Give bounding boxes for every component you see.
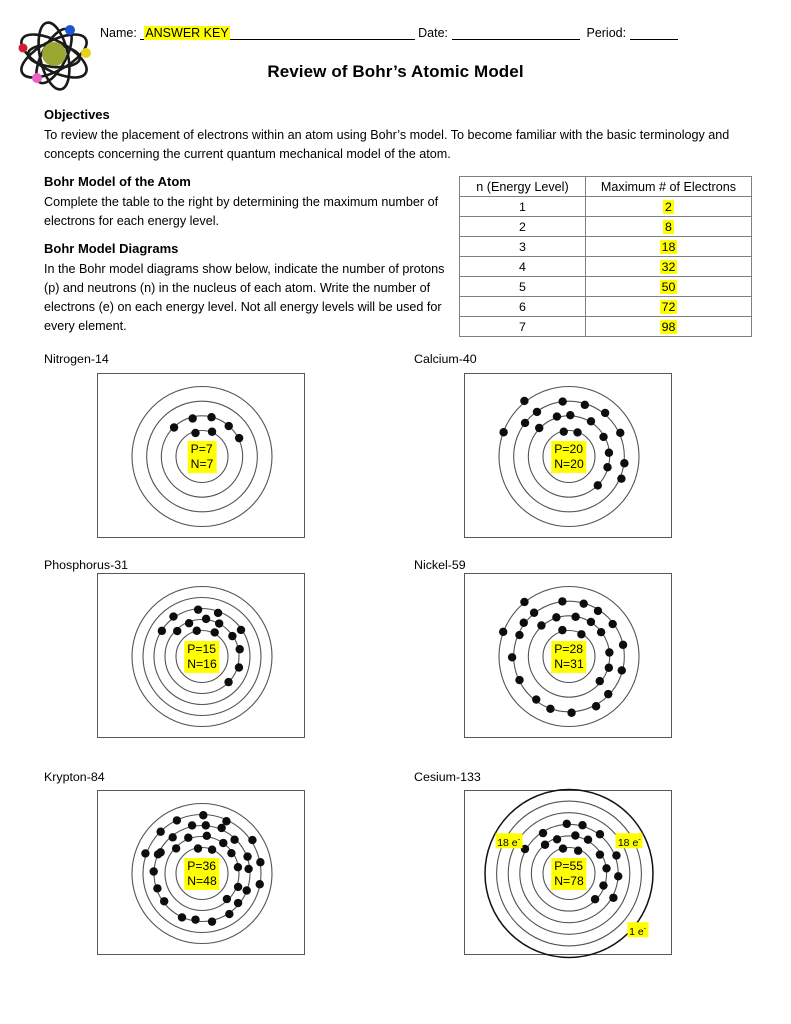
electron-dot	[237, 626, 245, 634]
electron-dot	[191, 915, 199, 923]
electron-dot	[596, 850, 604, 858]
bohr-diagrams-text: In the Bohr model diagrams show below, indicate the number of protons (p) and neutrons (n) in the nucleus of each atom. Write the number of electrons (e) on each energy level. Not all energy levels will be used for every element.	[44, 262, 445, 333]
diagram-label: Krypton-84	[44, 770, 105, 784]
electron-dot	[612, 851, 620, 859]
date-field[interactable]	[452, 26, 580, 40]
electron-dot	[499, 428, 507, 436]
bohr-diagram-phosphorus-31	[97, 573, 305, 738]
electron-dot	[599, 433, 607, 441]
column-header-max: Maximum # of Electrons	[585, 177, 751, 197]
electron-dot	[225, 910, 233, 918]
table-row	[460, 257, 752, 277]
table-row	[460, 277, 752, 297]
electron-dot	[535, 424, 543, 432]
electron-dot	[563, 820, 571, 828]
electron-dot	[601, 409, 609, 417]
diagram-label: Calcium-40	[414, 352, 477, 366]
shell-electron-tag[interactable]	[627, 922, 648, 938]
page-title: Review of Bohr’s Atomic Model	[267, 62, 524, 81]
electron-dot	[591, 895, 599, 903]
electron-dot	[243, 852, 251, 860]
electron-dot	[193, 627, 201, 635]
bohr-diagram-nickel-59	[464, 573, 672, 738]
electron-dot	[235, 434, 243, 442]
electron-dot	[173, 627, 181, 635]
electron-dot	[244, 865, 252, 873]
electron-dot	[236, 645, 244, 653]
electron-dot	[208, 917, 216, 925]
electron-dot	[530, 609, 538, 617]
period-label: Period:	[586, 26, 627, 40]
proton-count: P=7	[190, 441, 213, 456]
electron-dot	[256, 880, 264, 888]
neutron-count: N=31	[554, 656, 584, 671]
neutron-count: N=20	[554, 456, 584, 471]
electron-dot	[178, 913, 186, 921]
max-electrons-answer: 50	[661, 279, 676, 294]
electron-dot	[141, 849, 149, 857]
bohr-diagram-cesium-133	[464, 790, 672, 955]
electron-dot	[546, 705, 554, 713]
electron-dot	[553, 412, 561, 420]
electron-dot	[537, 621, 545, 629]
energy-level-table	[459, 176, 752, 337]
max-electrons-answer: 2	[665, 199, 672, 214]
electron-dot	[169, 612, 177, 620]
electron-dot	[520, 598, 528, 606]
electron-dot	[234, 899, 242, 907]
electron-dot	[552, 613, 560, 621]
nucleus-answer[interactable]	[551, 441, 586, 473]
bohr-diagrams-heading: Bohr Model Diagrams	[44, 241, 179, 256]
cell-energy-level: 7	[460, 317, 586, 337]
shell-electron-tag[interactable]	[616, 833, 643, 849]
electron-dot	[558, 397, 566, 405]
electron-dot	[609, 894, 617, 902]
table-header-row	[460, 177, 752, 197]
cell-energy-level: 1	[460, 197, 586, 217]
electron-dot	[587, 417, 595, 425]
neutron-count: N=48	[187, 873, 217, 888]
electron-dot	[508, 653, 516, 661]
electron-dot	[578, 821, 586, 829]
electron-dot	[533, 408, 541, 416]
shell-electron-tag-text: 1 e	[629, 925, 644, 938]
electron-dot	[207, 413, 215, 421]
electron-dot	[194, 605, 202, 613]
electron-dot	[532, 695, 540, 703]
electron-dot	[173, 816, 181, 824]
nucleus-answer[interactable]	[551, 641, 586, 673]
neutron-count: N=78	[554, 873, 584, 888]
max-electrons-answer: 98	[661, 319, 676, 334]
electron-dot	[584, 836, 592, 844]
nucleus-answer[interactable]	[188, 441, 217, 473]
electron-dot	[571, 831, 579, 839]
electron-dot	[605, 648, 613, 656]
shell-electron-tag-text: 18 e	[617, 836, 639, 849]
electron-dot	[172, 844, 180, 852]
electron-dot	[208, 428, 216, 436]
electron-dot	[553, 835, 561, 843]
electron-dot	[202, 821, 210, 829]
electron-dot	[153, 884, 161, 892]
electron-dot	[225, 422, 233, 430]
electron-dot	[515, 676, 523, 684]
electron-dot	[596, 677, 604, 685]
electron-dot	[230, 836, 238, 844]
neutron-count: N=16	[187, 656, 217, 671]
cell-max-electrons[interactable]	[585, 197, 751, 217]
bohr-model-text: Complete the table to the right by determining the maximum number of electrons for each energy level.	[44, 195, 439, 228]
electron-dot	[594, 607, 602, 615]
cell-max-electrons[interactable]	[585, 277, 751, 297]
diagram-label: Nitrogen-14	[44, 352, 109, 366]
nucleus-answer[interactable]	[184, 858, 219, 890]
electron-dot	[541, 841, 549, 849]
objectives-text: To review the placement of electrons within an atom using Bohr’s model. To become familiar with the basic terminology and concepts concerning the current quantum mechanical model of the atom.	[44, 128, 730, 161]
electron-dot	[217, 824, 225, 832]
electron-dot	[158, 627, 166, 635]
electron-dot	[234, 883, 242, 891]
table-row	[460, 317, 752, 337]
electron-dot	[515, 631, 523, 639]
electron-dot	[203, 832, 211, 840]
electron-dot	[243, 886, 251, 894]
cell-max-electrons[interactable]	[585, 217, 751, 237]
cell-max-electrons[interactable]	[585, 237, 751, 257]
diagram-label: Cesium-133	[414, 770, 481, 784]
electron-dot	[577, 630, 585, 638]
cell-max-electrons[interactable]	[585, 297, 751, 317]
bohr-model-heading: Bohr Model of the Atom	[44, 174, 191, 189]
name-value[interactable]: ANSWER KEY	[145, 26, 229, 40]
bohr-diagram-nitrogen-14	[97, 373, 305, 538]
electron-dot	[602, 864, 610, 872]
proton-count: P=36	[187, 858, 217, 873]
proton-count: P=55	[554, 858, 584, 873]
electron-dot	[191, 429, 199, 437]
nucleus-answer[interactable]	[551, 858, 586, 890]
electron-dot	[223, 895, 231, 903]
cell-energy-level: 6	[460, 297, 586, 317]
proton-count: P=28	[554, 641, 584, 656]
electron-dot	[156, 828, 164, 836]
electron-dot	[219, 839, 227, 847]
electron-dot	[616, 429, 624, 437]
diagram-label: Nickel-59	[414, 558, 466, 572]
electron-dot	[199, 811, 207, 819]
cell-energy-level: 3	[460, 237, 586, 257]
electron-dot	[571, 613, 579, 621]
electron-charge-sign: -	[517, 833, 521, 843]
shell-electron-tag[interactable]	[495, 833, 522, 849]
electron-dot	[558, 597, 566, 605]
nucleus-answer[interactable]	[184, 641, 219, 673]
max-electrons-answer: 32	[661, 259, 676, 274]
column-header-n: n (Energy Level)	[460, 177, 586, 197]
electron-dot	[592, 702, 600, 710]
name-date-period-row	[100, 26, 760, 46]
electron-dot	[194, 844, 202, 852]
electron-dot	[224, 678, 232, 686]
electron-dot	[520, 619, 528, 627]
electron-dot	[248, 836, 256, 844]
electron-dot	[208, 845, 216, 853]
electron-dot	[574, 847, 582, 855]
table-row	[460, 237, 752, 257]
electron-dot	[256, 858, 264, 866]
electron-dot	[560, 427, 568, 435]
electron-dot	[559, 844, 567, 852]
electron-dot	[234, 863, 242, 871]
electron-dot	[573, 428, 581, 436]
proton-count: P=20	[554, 441, 584, 456]
electron-dot	[215, 619, 223, 627]
electron-dot	[566, 411, 574, 419]
electron-dot	[617, 474, 625, 482]
electron-dot	[202, 615, 210, 623]
bohr-diagram-krypton-84	[97, 790, 305, 955]
electron-dot	[579, 599, 587, 607]
period-field[interactable]	[630, 26, 678, 40]
max-electrons-answer: 18	[661, 239, 676, 254]
electron-dot	[154, 850, 162, 858]
electron-dot	[222, 817, 230, 825]
table-row	[460, 197, 752, 217]
energy-table-body	[460, 197, 752, 337]
electron-dot	[521, 419, 529, 427]
atom-icon	[12, 8, 96, 104]
electron-dot	[604, 690, 612, 698]
electron-dot	[597, 628, 605, 636]
cell-max-electrons[interactable]	[585, 317, 751, 337]
electron-dot	[558, 626, 566, 634]
electron-dot	[170, 423, 178, 431]
electron-dot	[210, 628, 218, 636]
electron-dot	[603, 463, 611, 471]
electron-dot	[620, 459, 628, 467]
electron-dot	[228, 632, 236, 640]
electron-dot	[188, 821, 196, 829]
table-row	[460, 297, 752, 317]
electron-dot	[520, 397, 528, 405]
electron-dot	[605, 664, 613, 672]
electron-dot	[581, 401, 589, 409]
neutron-count: N=7	[190, 456, 214, 471]
electron-charge-sign: -	[643, 922, 647, 932]
table-row	[460, 217, 752, 237]
electron-dot	[614, 872, 622, 880]
name-label: Name:	[100, 26, 137, 40]
electron-dot	[608, 620, 616, 628]
electron-dot	[184, 834, 192, 842]
cell-max-electrons[interactable]	[585, 257, 751, 277]
bohr-diagram-calcium-40	[464, 373, 672, 538]
electron-dot	[594, 481, 602, 489]
electron-dot	[539, 829, 547, 837]
electron-dot	[618, 666, 626, 674]
date-label: Date:	[418, 26, 449, 40]
electron-charge-sign: -	[638, 833, 641, 843]
electron-dot	[619, 641, 627, 649]
max-electrons-answer: 8	[665, 219, 672, 234]
max-electrons-answer: 72	[661, 299, 676, 314]
electron-dot	[185, 619, 193, 627]
electron-dot	[596, 830, 604, 838]
objectives-heading: Objectives	[44, 107, 110, 122]
electron-dot	[235, 663, 243, 671]
cell-energy-level: 4	[460, 257, 586, 277]
electron-dot	[188, 414, 196, 422]
electron-dot	[499, 628, 507, 636]
diagram-label: Phosphorus-31	[44, 558, 129, 572]
electron-dot	[605, 449, 613, 457]
proton-count: P=15	[187, 641, 217, 656]
electron-dot	[599, 881, 607, 889]
electron-dot	[150, 867, 158, 875]
electron-dot	[214, 609, 222, 617]
electron-dot	[169, 833, 177, 841]
cell-energy-level: 5	[460, 277, 586, 297]
electron-dot	[587, 618, 595, 626]
electron-dot	[160, 897, 168, 905]
shell-electron-tag-text: 18 e	[497, 836, 518, 849]
electron-dot	[227, 849, 235, 857]
electron-dot	[567, 709, 575, 717]
cell-energy-level: 2	[460, 217, 586, 237]
